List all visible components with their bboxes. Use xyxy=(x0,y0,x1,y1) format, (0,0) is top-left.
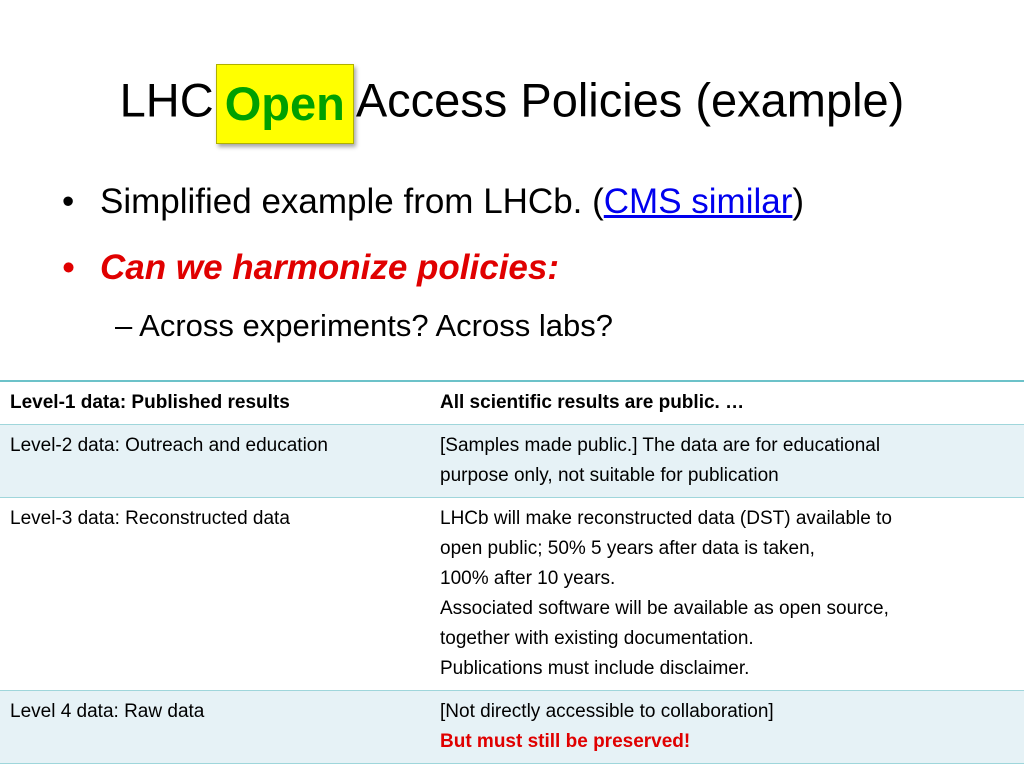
bullet-item-harmonize xyxy=(62,244,559,292)
table-row-level-2 xyxy=(0,425,1024,498)
policy-table xyxy=(0,380,1024,764)
policy-line: 100% after 10 years. xyxy=(440,568,616,589)
policy-line: open public; 50% 5 years after data is taken, xyxy=(440,538,815,559)
sub-bullet-item xyxy=(115,302,613,350)
policy-line: [Samples made public.] The data are for educational xyxy=(440,435,881,456)
bullet-text: Can we harmonize policies: xyxy=(100,248,559,287)
bullet-dot-icon: • xyxy=(62,182,75,221)
cms-similar-link[interactable]: CMS similar xyxy=(603,182,793,221)
table-row-level-1 xyxy=(0,381,1024,425)
level-cell: Level-2 data: Outreach and education xyxy=(0,425,430,498)
bullet-item-lhcb-example xyxy=(62,178,804,226)
bullet-text: Simplified example from LHCb. ( xyxy=(100,182,604,221)
policy-line: [Not directly accessible to collaboration] xyxy=(440,701,774,722)
title-prefix: LHC xyxy=(119,73,214,127)
level-cell: Level-1 data: Published results xyxy=(0,381,430,425)
sub-bullet-text: Across experiments? Across labs? xyxy=(139,308,613,343)
table-row-level-4 xyxy=(0,691,1024,764)
policy-line: LHCb will make reconstructed data (DST) available to xyxy=(440,508,892,529)
policy-cell xyxy=(430,691,1024,764)
policy-line: All scientific results are public. … xyxy=(440,392,745,413)
table-row-level-3 xyxy=(0,498,1024,691)
policy-line: together with existing documentation. xyxy=(440,628,754,649)
policy-line: Publications must include disclaimer. xyxy=(440,658,750,679)
policy-line: purpose only, not suitable for publication xyxy=(440,465,779,486)
preservation-emphasis: But must still be preserved! xyxy=(440,731,691,752)
dash-icon: – xyxy=(115,308,133,343)
policy-cell xyxy=(430,425,1024,498)
policy-cell xyxy=(430,381,1024,425)
bullet-text-close: ) xyxy=(792,182,805,221)
title-highlight-open: Open xyxy=(216,64,354,144)
bullet-dot-icon: • xyxy=(62,248,75,287)
policy-line: Associated software will be available as open source, xyxy=(440,598,889,619)
policy-cell xyxy=(430,498,1024,691)
level-cell: Level-3 data: Reconstructed data xyxy=(0,498,430,691)
slide-title xyxy=(0,64,1024,144)
level-cell: Level 4 data: Raw data xyxy=(0,691,430,764)
title-suffix: Access Policies (example) xyxy=(355,73,905,127)
